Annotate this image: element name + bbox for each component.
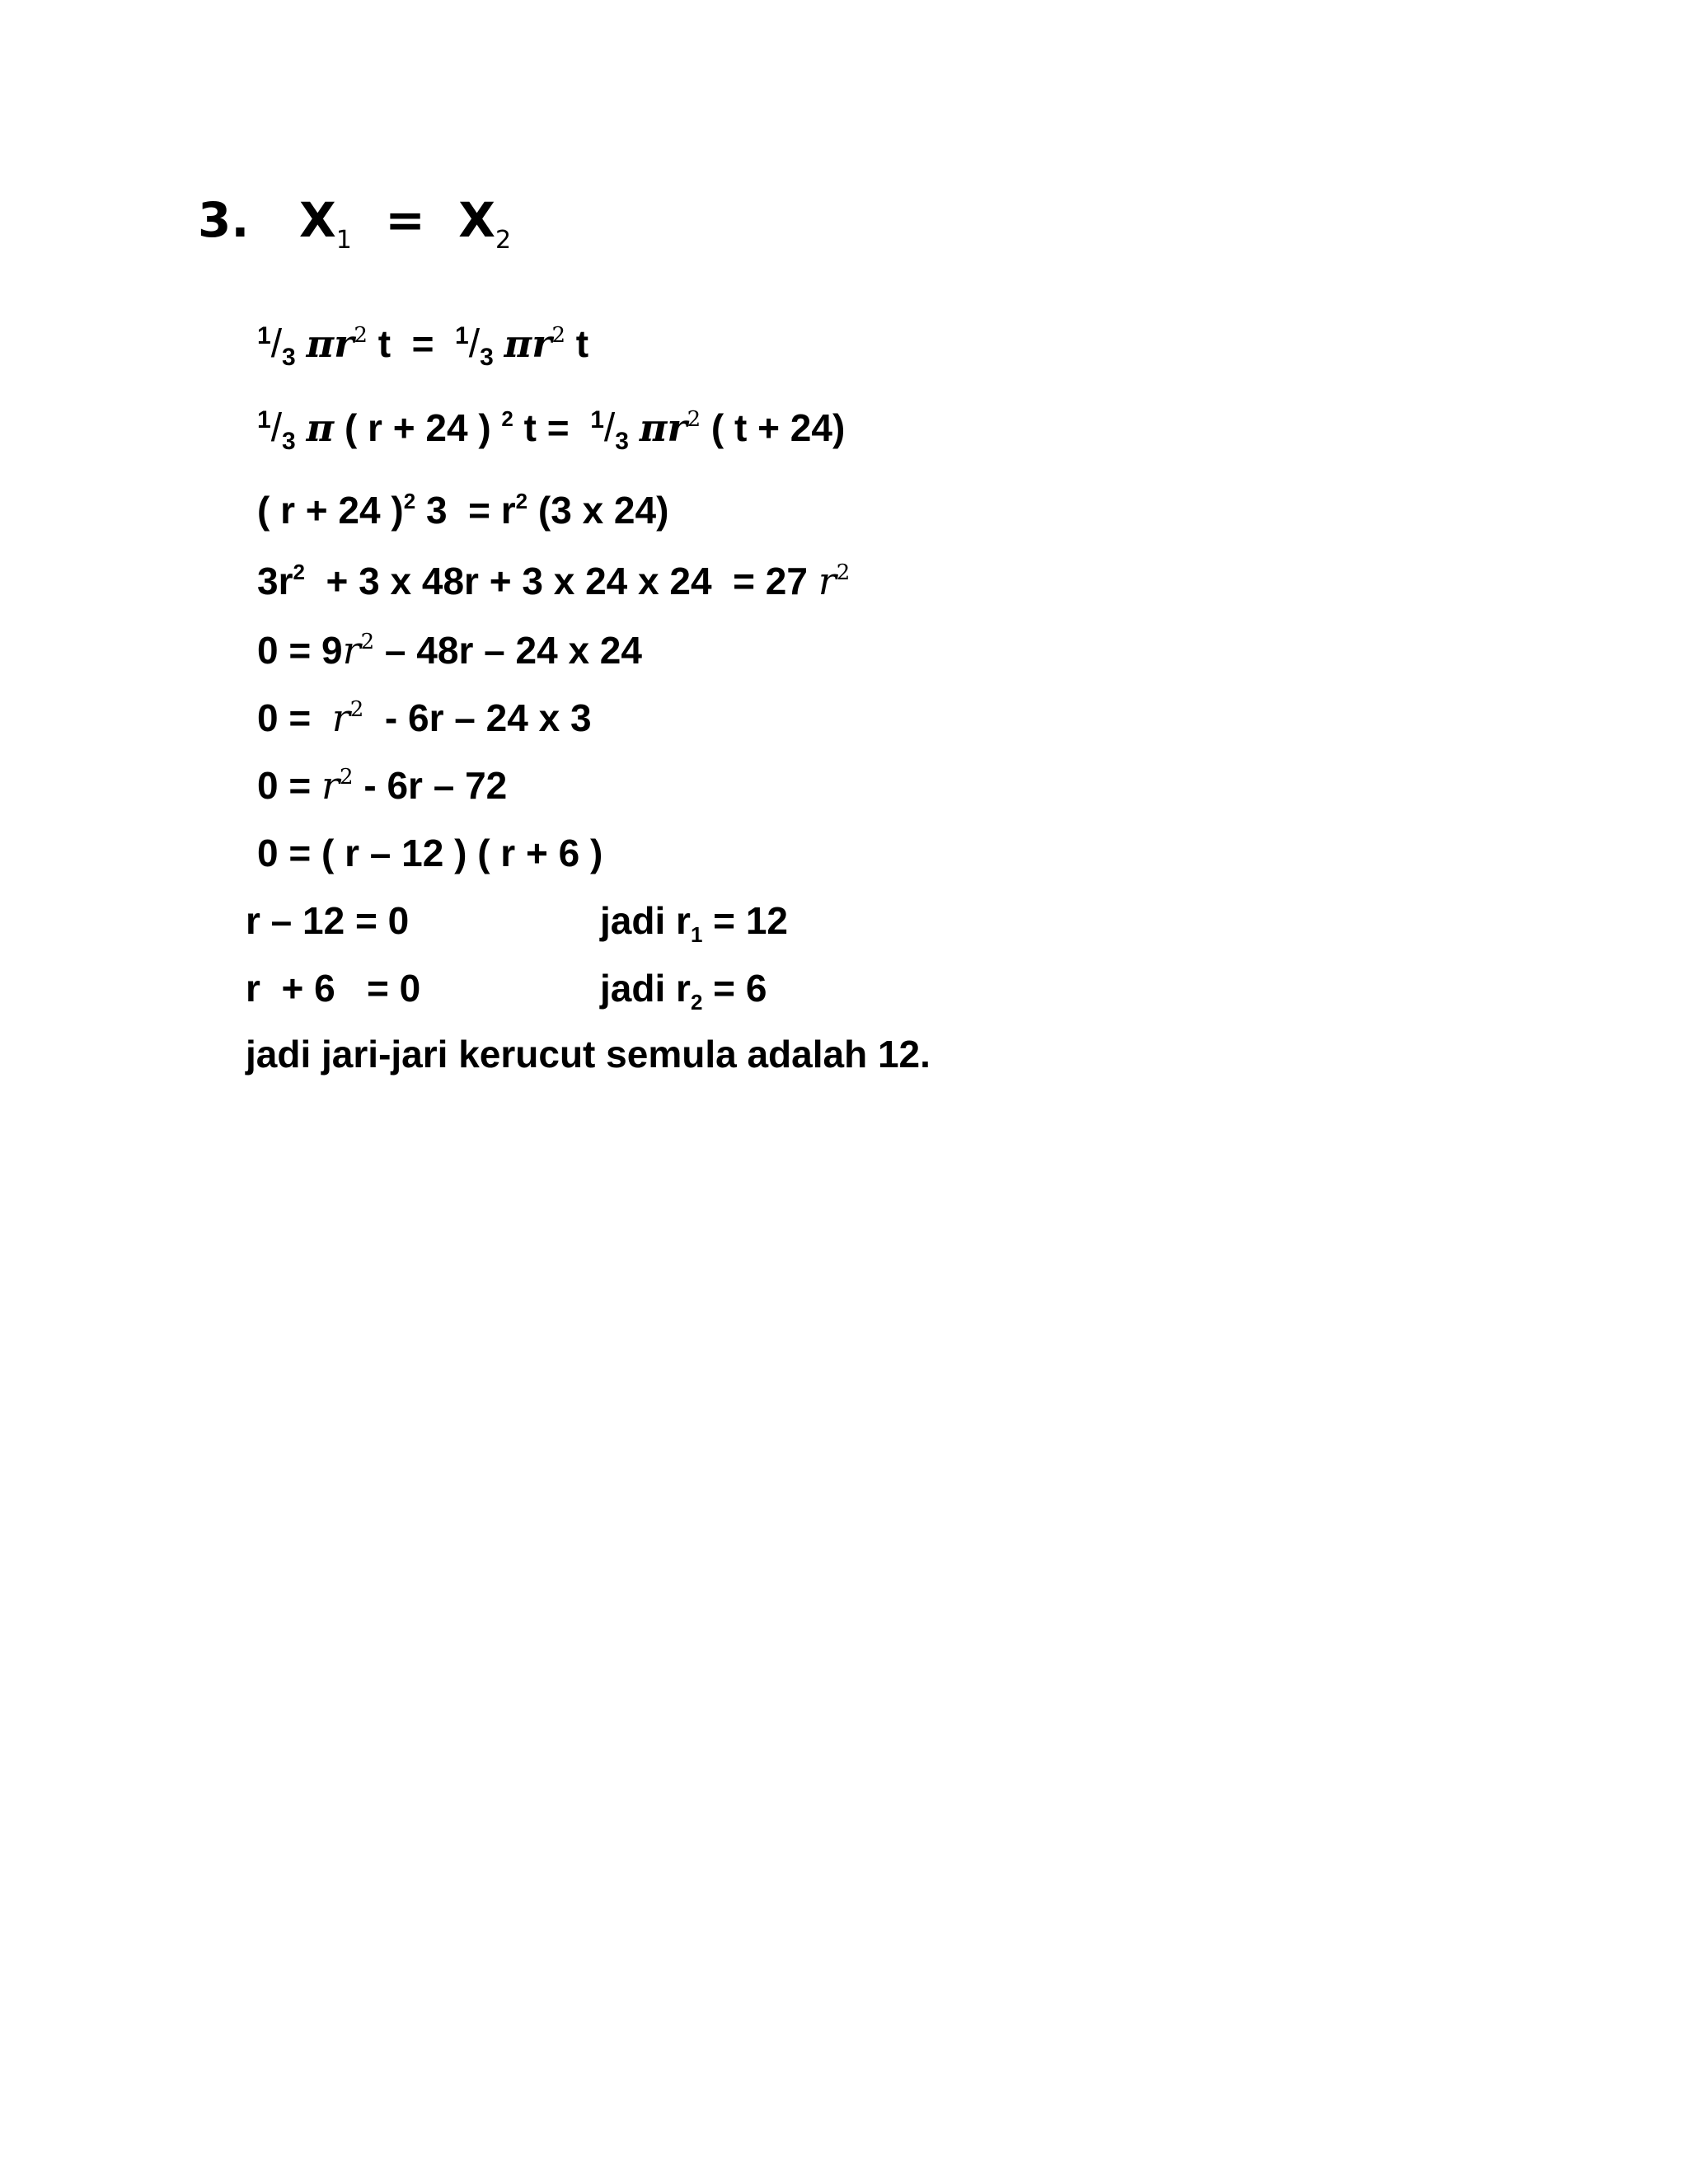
equation-text: - 6r – 24 x 3 xyxy=(363,696,592,739)
equation-text: ( t + 24) xyxy=(701,406,846,449)
equation-text: – 48r – 24 x 24 xyxy=(374,629,642,672)
heading-eq: = xyxy=(385,192,425,248)
r-variable: r xyxy=(342,628,361,673)
r-variable: r xyxy=(321,763,340,808)
problem-number: 3. xyxy=(198,192,250,248)
solution-result-1 xyxy=(600,899,788,947)
equation-line-1 xyxy=(257,321,589,371)
equation-text: r – 12 = 0 xyxy=(246,899,410,942)
equation-line-7 xyxy=(257,763,508,808)
equation-text: 3r xyxy=(257,560,293,602)
problem-heading xyxy=(198,192,512,255)
fraction-denominator: 3 xyxy=(282,344,296,371)
equation-line-5 xyxy=(257,628,642,673)
fraction-slash: / xyxy=(603,406,616,450)
equation-text: ( r + 24 ) xyxy=(334,406,502,449)
equation-line-6 xyxy=(257,696,592,740)
pi-r: πr xyxy=(639,405,687,450)
fraction-denominator: 3 xyxy=(615,428,629,455)
fraction-numerator: 1 xyxy=(590,406,604,434)
equation-text: 3 = r xyxy=(415,489,516,532)
exponent: 2 xyxy=(551,323,565,348)
solution-result-2 xyxy=(600,967,767,1015)
exponent: 2 xyxy=(293,560,305,584)
fraction-slash: / xyxy=(270,322,283,366)
equation-text: 0 = xyxy=(257,764,322,807)
result-text: = 12 xyxy=(702,899,788,942)
fraction-denominator: 3 xyxy=(480,344,494,371)
fraction-numerator: 1 xyxy=(455,322,469,349)
pi: π xyxy=(306,405,335,450)
heading-lhs: X xyxy=(298,192,336,248)
pi-r: πr xyxy=(306,321,354,366)
conclusion-text: jadi jari-jari kerucut semula adalah 12. xyxy=(246,1033,931,1076)
equation-text: t = xyxy=(367,322,456,365)
equation-text: r + 6 = 0 xyxy=(246,967,421,1010)
equation-line-2 xyxy=(257,405,846,455)
fraction-numerator: 1 xyxy=(257,406,271,434)
equation-text: (3 x 24) xyxy=(528,489,669,532)
equation-text: + 3 x 48r + 3 x 24 x 24 = 27 xyxy=(304,560,818,602)
heading-rhs-sub: 2 xyxy=(495,226,512,255)
conclusion-line xyxy=(246,1033,931,1076)
exponent: 2 xyxy=(360,630,375,654)
fraction-slash: / xyxy=(270,406,283,450)
result-text: jadi r xyxy=(600,899,691,942)
equation-text: 0 = 9 xyxy=(257,629,343,672)
exponent: 2 xyxy=(515,489,528,513)
equation-text: t xyxy=(565,322,589,365)
r-variable: r xyxy=(818,559,837,603)
exponent: 2 xyxy=(836,560,851,585)
heading-lhs-sub: 1 xyxy=(335,226,352,255)
equation-line-4 xyxy=(257,559,851,603)
subscript: 1 xyxy=(690,922,703,947)
equation-text: t = xyxy=(513,406,591,449)
r-variable: r xyxy=(331,696,350,740)
heading-rhs: X xyxy=(458,192,495,248)
equation-line-3 xyxy=(257,489,669,532)
fraction-numerator: 1 xyxy=(257,322,271,349)
exponent: 2 xyxy=(501,406,513,431)
result-text: jadi r xyxy=(600,967,691,1010)
solution-line-1 xyxy=(246,899,410,942)
exponent: 2 xyxy=(687,407,701,432)
result-text: = 6 xyxy=(702,967,767,1010)
equation-text: ( r + 24 ) xyxy=(257,489,404,532)
fraction-slash: / xyxy=(468,322,481,366)
subscript: 2 xyxy=(690,990,703,1015)
solution-line-2 xyxy=(246,967,421,1010)
equation-line-8 xyxy=(257,834,603,872)
exponent: 2 xyxy=(403,489,416,513)
equation-text: 0 = xyxy=(257,696,332,739)
fraction-denominator: 3 xyxy=(282,428,296,455)
exponent: 2 xyxy=(340,765,354,790)
equation-text: 0 = ( r – 12 ) ( r + 6 ) xyxy=(257,832,603,874)
equation-text: - 6r – 72 xyxy=(353,764,508,807)
pi-r: πr xyxy=(504,321,552,366)
exponent: 2 xyxy=(354,323,368,348)
exponent: 2 xyxy=(349,697,364,722)
